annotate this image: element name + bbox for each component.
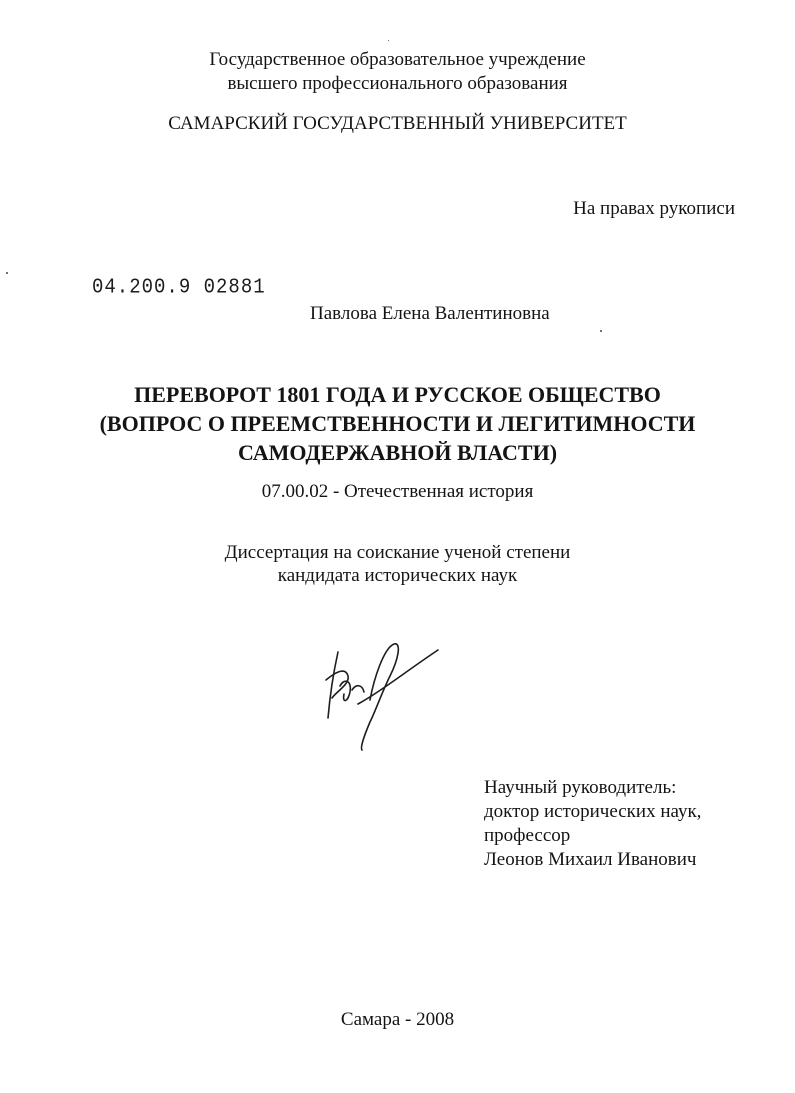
- author-name: Павлова Елена Валентиновна: [310, 303, 550, 324]
- registry-stamp: 04.200.9 02881: [92, 274, 266, 300]
- scan-speck: [600, 330, 602, 332]
- title-line-2: (ВОПРОС О ПРЕЕМСТВЕННОСТИ И ЛЕГИТИМНОСТИ: [99, 411, 696, 436]
- supervisor-label: Научный руководитель:: [484, 777, 677, 798]
- degree-line-2: кандидата исторических наук: [277, 565, 518, 586]
- scan-speck: [6, 272, 8, 274]
- specialty-code: 07.00.02 - Отечественная история: [261, 481, 534, 502]
- title-line-3: САМОДЕРЖАВНОЙ ВЛАСТИ): [237, 440, 558, 465]
- supervisor-rank: профессор: [484, 825, 571, 846]
- institution-line-1: Государственное образовательное учреждение: [209, 49, 586, 70]
- supervisor-name: Леонов Михаил Иванович: [484, 849, 697, 870]
- university-name: САМАРСКИЙ ГОСУДАРСТВЕННЫЙ УНИВЕРСИТЕТ: [168, 113, 627, 134]
- degree-line-1: Диссертация на соискание ученой степени: [224, 542, 571, 563]
- city-year: Самара - 2008: [340, 1009, 455, 1030]
- institution-line-2: высшего профессионального образования: [227, 73, 568, 94]
- author-signature: [318, 640, 448, 755]
- supervisor-degree: доктор исторических наук,: [484, 801, 702, 822]
- scan-speck: [388, 40, 389, 41]
- title-line-1: ПЕРЕВОРОТ 1801 ГОДА И РУССКОЕ ОБЩЕСТВО: [134, 382, 661, 407]
- manuscript-note: На правах рукописи: [573, 198, 735, 219]
